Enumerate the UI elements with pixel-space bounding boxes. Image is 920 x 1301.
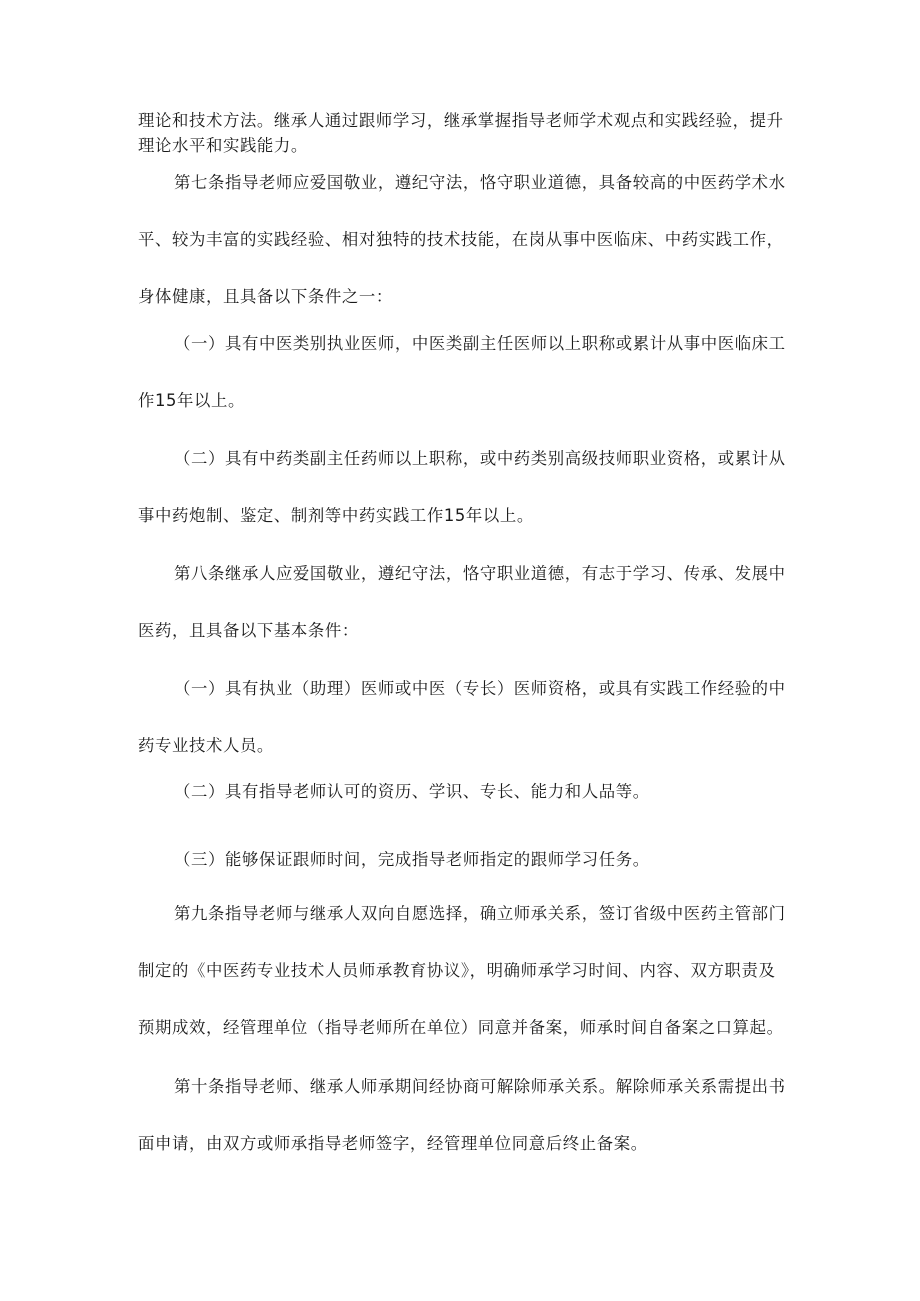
paragraph-line: （一）具有中医类别执业医师，中医类副主任医师以上职称或累计从事中医临床工 — [174, 334, 786, 353]
paragraph-line: 药专业技术人员。 — [138, 736, 274, 755]
paragraph-line: （三）能够保证跟师时间，完成指导老师指定的跟师学习任务。 — [174, 850, 650, 869]
paragraph-line: 事中药炮制、鉴定、制剂等中药实践工作15年以上。 — [138, 506, 534, 525]
paragraph-line: 预期成效，经管理单位（指导老师所在单位）同意并备案，师承时间自备案之口算起。 — [138, 1018, 784, 1037]
paragraph-line: （二）具有指导老师认可的资历、学识、专长、能力和人品等。 — [174, 782, 650, 801]
paragraph-line: 平、较为丰富的实践经验、相对独特的技术技能，在岗从事中医临床、中药实践工作， — [138, 230, 784, 249]
paragraph-line: 第九条指导老师与继承人双向自愿选择，确立师承关系，签订省级中医药主管部门 — [174, 904, 786, 923]
paragraph-line: 制定的《中医药专业技术人员师承教育协议》，明确师承学习时间、内容、双方职责及 — [138, 961, 776, 980]
paragraph-line: 身体健康，且具备以下条件之一： — [138, 287, 393, 306]
paragraph-article-9 — [138, 885, 794, 1056]
paragraph-line: 作15年以上。 — [138, 391, 246, 410]
paragraph-article-8-item-1 — [138, 660, 794, 774]
paragraph-line: 理论和技术方法。继承人通过跟师学习，继承掌握指导老师学术观点和实践经验，提升 — [138, 111, 784, 130]
paragraph-line: 第八条继承人应爱国敬业，遵纪守法，恪守职业道德，有志于学习、传承、发展中 — [174, 564, 786, 583]
paragraph-article-8-item-2 — [138, 763, 794, 820]
paragraph-line: 第十条指导老师、继承人师承期间经协商可解除师承关系。解除师承关系需提出书 — [174, 1077, 786, 1096]
paragraph-intro — [138, 108, 794, 158]
paragraph-article-8 — [138, 545, 794, 659]
paragraph-line: 面申请，由双方或师承指导老师签字，经管理单位同意后终止备案。 — [138, 1134, 648, 1153]
paragraph-article-10 — [138, 1058, 794, 1172]
paragraph-line: 医药，且具备以下基本条件： — [138, 621, 359, 640]
paragraph-line: 理论水平和实践能力。 — [138, 136, 308, 155]
paragraph-article-7-item-2 — [138, 430, 794, 544]
paragraph-line: （一）具有执业（助理）医师或中医（专长）医师资格，或具有实践工作经验的中 — [174, 679, 786, 698]
paragraph-article-7 — [138, 154, 794, 325]
paragraph-line: 第七条指导老师应爱国敬业，遵纪守法，恪守职业道德，具备较高的中医药学术水 — [174, 173, 786, 192]
paragraph-line: （二）具有中药类副主任药师以上职称，或中药类别高级技师职业资格，或累计从 — [174, 449, 786, 468]
paragraph-article-7-item-1 — [138, 315, 794, 429]
paragraph-article-8-item-3 — [138, 831, 794, 888]
